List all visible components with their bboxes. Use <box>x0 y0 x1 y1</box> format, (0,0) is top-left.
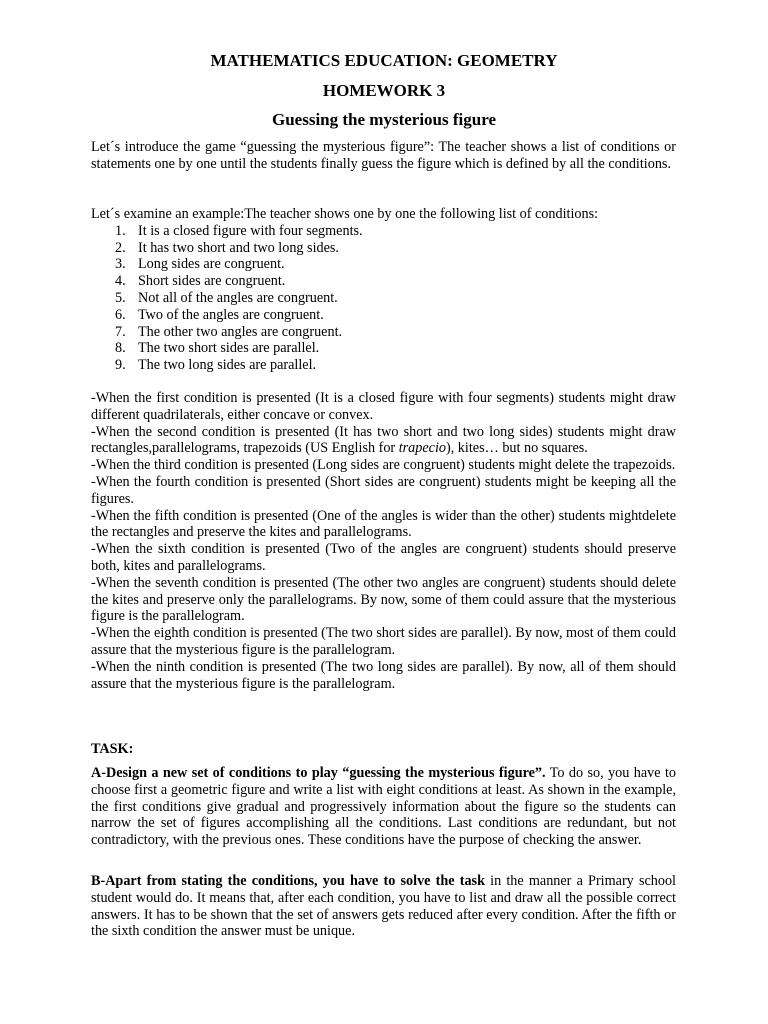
task-a <box>91 765 676 849</box>
condition-item <box>91 307 676 324</box>
condition-text: The two short sides are parallel. <box>138 340 320 357</box>
explanation-2 <box>91 424 676 458</box>
document-title: MATHEMATICS EDUCATION: GEOMETRY <box>210 51 558 70</box>
condition-item <box>91 256 676 273</box>
condition-text: Not all of the angles are congruent. <box>138 289 338 306</box>
task-a-paragraph <box>91 765 676 849</box>
task-a-bold: A-Design a new set of conditions to play “guessing the mysterious figure”. <box>91 765 546 781</box>
explanation-6: -When the sixth condition is presented (Two of the angles are congruent) students should preserve both, kites and parallelograms. <box>91 541 676 574</box>
explanation-9: -When the ninth condition is presented (The two long sides are parallel). By now, all of them should assure that the mysterious figure is the parallelogram. <box>91 658 676 692</box>
condition-number: 7. <box>115 323 126 340</box>
explanation-2-text: -When the second condition is presented (It has two short and two long sides) students might draw rectangles,parallelograms, trapezoids (US English for <box>91 423 676 457</box>
condition-text: Short sides are congruent. <box>138 273 286 290</box>
condition-item <box>91 290 676 307</box>
condition-item <box>91 340 676 357</box>
condition-number: 8. <box>115 340 126 357</box>
intro-paragraph <box>91 139 676 173</box>
explanation-5: -When the fifth condition is presented (One of the angles is wider than the other) students mightdelete the rectangles and preserve the kites and parallelograms. <box>91 507 676 541</box>
explanation-3: -When the third condition is presented (Long sides are congruent) students might delete the trapezoids. <box>91 457 676 474</box>
condition-item <box>91 240 676 257</box>
example-section <box>91 206 676 374</box>
condition-text: The two long sides are parallel. <box>138 357 317 374</box>
task-heading: TASK: <box>91 741 134 757</box>
intro-text: Let´s introduce the game “guessing the mysterious figure”: The teacher shows a list of conditions or statements one by one until the students finally guess the figure which is defined by all the conditions. <box>91 139 676 172</box>
explanation-1: -When the first condition is presented (It is a closed figure with four segments) students might draw different quadrilaterals, either concave or convex. <box>91 390 676 423</box>
task-b <box>91 873 676 940</box>
condition-number: 9. <box>115 357 126 374</box>
explanation-8: -When the eighth condition is presented (The two short sides are parallel). By now, most of them could assure that the mysterious figure is the parallelogram. <box>91 625 676 658</box>
condition-number: 4. <box>115 273 126 290</box>
task-b-bold: B-Apart from stating the conditions, you have to solve the task <box>91 873 485 889</box>
condition-text: It has two short and two long sides. <box>138 239 339 256</box>
condition-text: It is a closed figure with four segments. <box>138 222 363 239</box>
task-a-text: To do so, you have to choose first a geometric figure and write a list with eight conditions at least. As shown in the example, the first conditions give gradual and progressively information about the figure so the students can narrow the set of figures accomplishing all the conditions. Last conditions are redundant, but not contradictory, with the previous ones. These conditions have the purpose of checking the answer. <box>91 765 676 849</box>
condition-number: 3. <box>115 256 126 273</box>
homework-number: HOMEWORK 3 <box>322 81 446 100</box>
condition-number: 2. <box>115 239 126 256</box>
task-b-paragraph <box>91 873 676 940</box>
explanation-2-tail: ), kites… but no squares. <box>445 440 588 457</box>
condition-item <box>91 273 676 290</box>
example-intro: Let´s examine an example:The teacher shows one by one the following list of conditions: <box>91 206 599 222</box>
explanation-2-italic: trapecio <box>398 440 446 457</box>
topic-heading: Guessing the mysterious figure <box>272 110 496 129</box>
condition-item <box>91 357 676 374</box>
condition-number: 5. <box>115 289 126 306</box>
condition-number: 1. <box>115 222 126 239</box>
explanation-7: -When the seventh condition is presented (The other two angles are congruent) students should delete the kites and preserve only the parallelograms. By now, some of them could assure that the mysterious figure is the parallelogram. <box>91 574 676 625</box>
task-b-text: in the manner a Primary school student would do. It means that, after each condition, you have to list and draw all the possible correct answers. It has to be shown that the set of answers gets reduced after every condition. After the fifth or the sixth condition the answer must be unique. <box>91 873 676 940</box>
condition-number: 6. <box>115 306 126 323</box>
explanation-4: -When the fourth condition is presented (Short sides are congruent) students might be keeping all the figures. <box>91 473 676 507</box>
conditions-list <box>91 223 676 374</box>
condition-item <box>91 324 676 341</box>
condition-text: The other two angles are congruent. <box>138 323 343 340</box>
task-heading-block <box>91 741 676 758</box>
explanations-section <box>91 390 676 692</box>
condition-text: Long sides are congruent. <box>138 256 285 273</box>
condition-item <box>91 223 676 240</box>
condition-text: Two of the angles are congruent. <box>138 306 324 323</box>
